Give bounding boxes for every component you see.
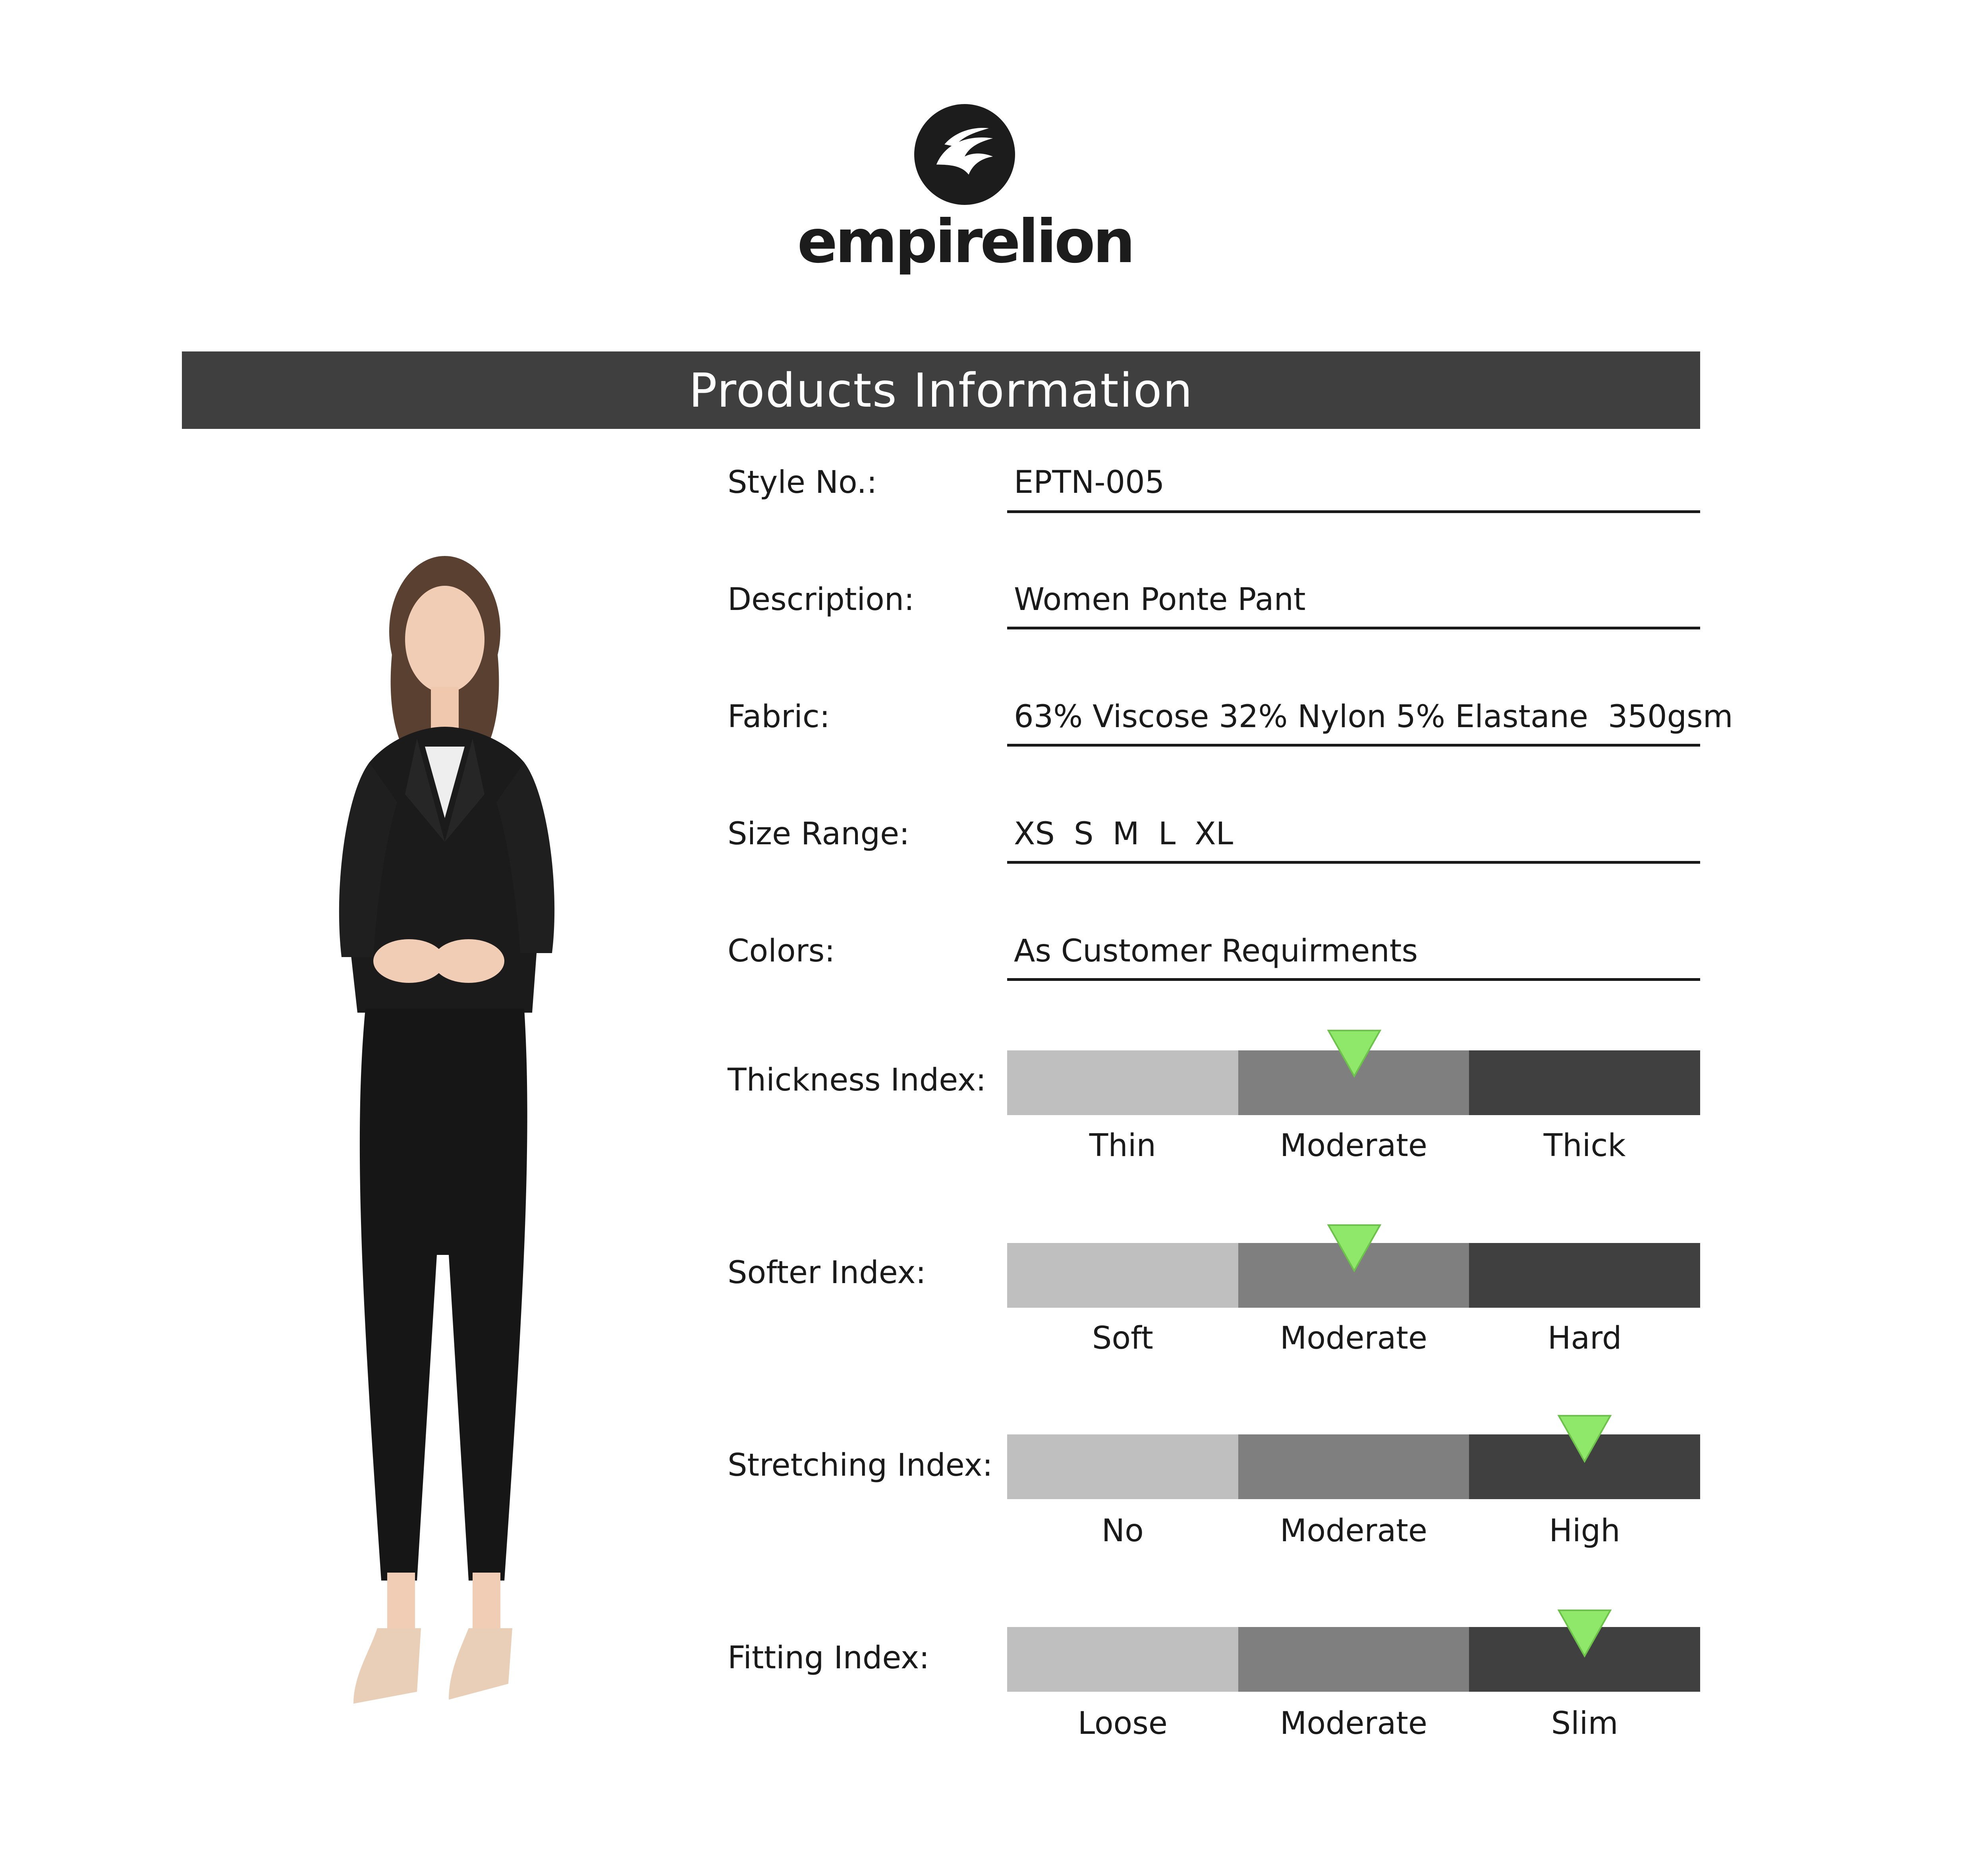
size-l: L — [1158, 816, 1176, 852]
fitting-selected-marker-icon — [1559, 1610, 1610, 1656]
thickness-caption-moderate: Moderate — [1280, 1128, 1427, 1164]
products-info-header — [182, 351, 1700, 429]
stretching-caption-no: No — [1101, 1513, 1144, 1549]
thickness-selected-marker-icon — [1328, 1031, 1380, 1076]
style-no-label: Style No.: — [728, 465, 877, 500]
size-xl: XL — [1195, 816, 1234, 852]
fitting-caption-loose: Loose — [1077, 1706, 1168, 1741]
stretching-segment-no — [1007, 1434, 1238, 1499]
fitting-segment-loose — [1007, 1627, 1238, 1692]
softer-caption-soft: Soft — [1092, 1320, 1153, 1356]
thickness-segment-thin — [1007, 1050, 1238, 1115]
description-label: Description: — [728, 582, 915, 618]
softer-index-label: Softer Index: — [728, 1255, 926, 1291]
size-range-underline — [1007, 861, 1700, 864]
colors-label: Colors: — [728, 933, 835, 969]
style-no-value: EPTN-005 — [1014, 465, 1165, 500]
softer-index-captions — [1007, 1320, 1700, 1356]
softer-segment-soft — [1007, 1243, 1238, 1308]
fabric-value: 63% Viscose 32% Nylon 5% Elastane 350gsm — [1014, 699, 1733, 735]
colors-value: As Customer Requirments — [1014, 933, 1418, 969]
stretching-index-captions — [1007, 1513, 1700, 1549]
fitting-caption-slim: Slim — [1551, 1706, 1618, 1741]
fabric-label: Fabric: — [728, 699, 830, 735]
thickness-index-captions — [1007, 1128, 1700, 1164]
thickness-caption-thin: Thin — [1089, 1128, 1156, 1164]
brand-wordmark-logo — [797, 207, 1133, 286]
stretching-selected-marker-icon — [1559, 1416, 1610, 1461]
svg-text:empirelion: empirelion — [797, 207, 1133, 276]
stretching-caption-moderate: Moderate — [1280, 1513, 1427, 1549]
softer-selected-marker-icon — [1328, 1225, 1380, 1271]
page-title: Products Information — [689, 363, 1193, 418]
size-xs: XS — [1014, 816, 1055, 852]
colors-underline — [1007, 978, 1700, 981]
softer-caption-hard: Hard — [1547, 1320, 1622, 1356]
fitting-index-captions — [1007, 1706, 1700, 1741]
softer-segment-hard — [1469, 1243, 1700, 1308]
stretching-caption-high: High — [1549, 1513, 1620, 1549]
stretching-index-label: Stretching Index: — [728, 1448, 993, 1483]
size-range-label: Size Range: — [728, 816, 910, 852]
fabric-underline — [1007, 744, 1700, 747]
size-range-value — [1014, 816, 1252, 852]
lion-head-in-circle-icon — [914, 104, 1015, 205]
stretching-segment-moderate — [1238, 1434, 1469, 1499]
thickness-caption-thick: Thick — [1543, 1128, 1626, 1164]
product-model-image — [318, 540, 643, 1716]
size-m: M — [1112, 816, 1139, 852]
description-value: Women Ponte Pant — [1014, 582, 1306, 618]
fitting-index-label: Fitting Index: — [728, 1640, 930, 1676]
softer-caption-moderate: Moderate — [1280, 1320, 1427, 1356]
fitting-segment-moderate — [1238, 1627, 1469, 1692]
size-s: S — [1073, 816, 1094, 852]
thickness-segment-thick — [1469, 1050, 1700, 1115]
thickness-index-label: Thickness Index: — [728, 1062, 986, 1098]
fitting-caption-moderate: Moderate — [1280, 1706, 1427, 1741]
style-no-underline — [1007, 510, 1700, 513]
description-underline — [1007, 627, 1700, 629]
